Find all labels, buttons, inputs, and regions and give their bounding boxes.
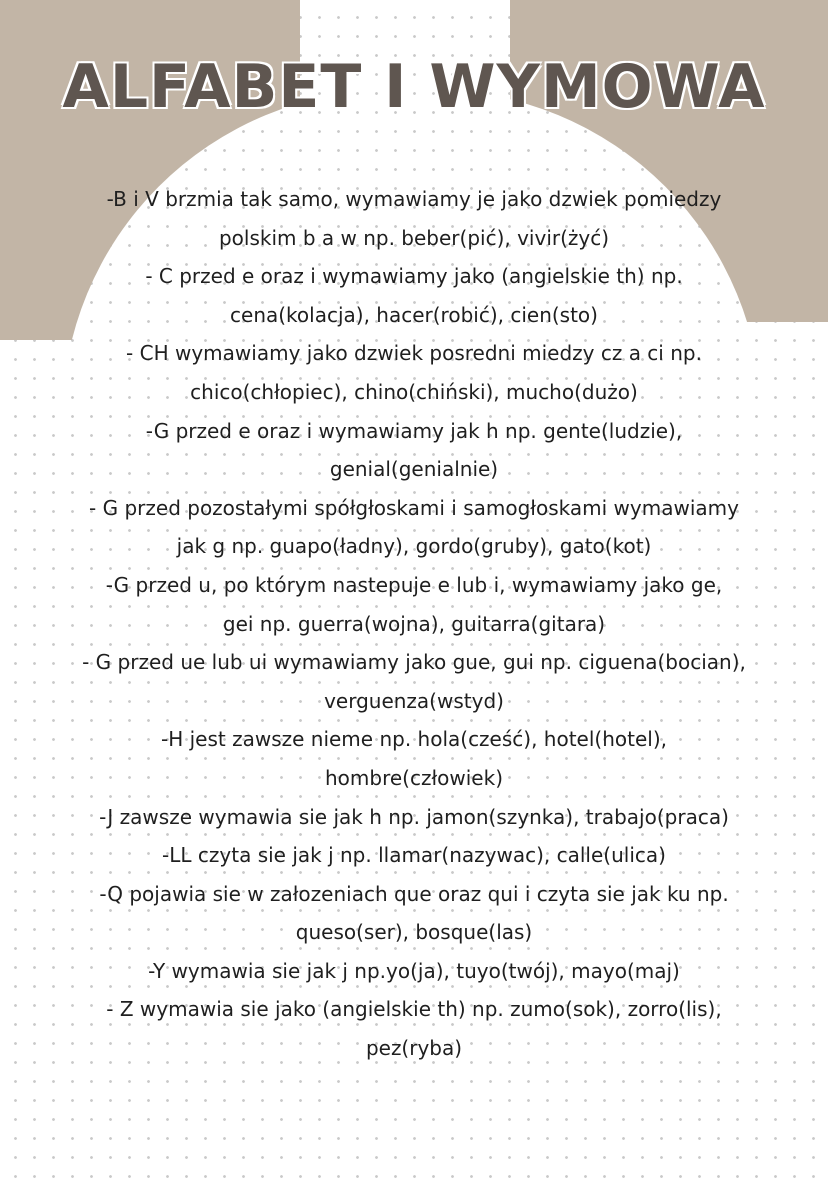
rule-line: - Z wymawia sie jako (angielskie th) np. zumo(sok), zorro(lis), — [106, 997, 722, 1022]
rule-b-v — [40, 180, 788, 257]
rule-line: - G przed pozostałymi spółgłoskami i samogłoskami wymawiamy — [89, 495, 739, 520]
rule-q — [40, 875, 788, 952]
page-title: ALFABET I WYMOWA — [62, 52, 766, 122]
rule-line: -J zawsze wymawia sie jak h np. jamon(szynka), trabajo(praca) — [99, 804, 729, 829]
rule-line: queso(ser), bosque(las) — [295, 920, 533, 945]
rule-line: chico(chłopiec), chino(chiński), mucho(dużo) — [190, 379, 638, 404]
rule-g-other — [40, 489, 788, 566]
rule-line: -Y wymawia sie jak j np.yo(ja), tuyo(twój), mayo(maj) — [148, 958, 680, 983]
rule-c — [40, 257, 788, 334]
rule-line: -LL czyta sie jak j np. llamar(nazywac), calle(ulica) — [162, 843, 666, 868]
rule-line: hombre(człowiek) — [325, 765, 503, 790]
rule-line: cena(kolacja), hacer(robić), cien(sto) — [230, 302, 598, 327]
rule-line: -G przed u, po którym nastepuje e lub i, wymawiamy jako ge, — [105, 572, 723, 597]
rule-ch — [40, 334, 788, 411]
rule-line: -G przed e oraz i wymawiamy jak h np. gente(ludzie), — [145, 418, 683, 443]
rule-line: -B i V brzmia tak samo, wymawiamy je jako dzwiek pomiedzy — [106, 187, 722, 211]
rule-line: polskim b a w np. beber(pić), vivir(żyć) — [218, 225, 610, 250]
rule-j — [40, 798, 788, 837]
rule-line: verguenza(wstyd) — [324, 688, 504, 713]
rule-line: jak g np. guapo(ładny), gordo(gruby), gato(kot) — [176, 534, 652, 559]
rule-line: -Q pojawia sie w załozeniach que oraz qui i czyta sie jak ku np. — [99, 881, 729, 906]
rule-gue-gui — [40, 643, 788, 720]
rule-line: gei np. guerra(wojna), guitarra(gitara) — [222, 611, 606, 636]
rules-list — [40, 180, 788, 1068]
rule-h — [40, 720, 788, 797]
rule-line: -H jest zawsze nieme np. hola(cześć), hotel(hotel), — [160, 727, 667, 752]
rule-line: genial(genialnie) — [329, 457, 499, 482]
rule-z — [40, 990, 788, 1067]
rule-line: - C przed e oraz i wymawiamy jako (angielskie th) np. — [145, 264, 683, 289]
rule-line: - G przed ue lub ui wymawiamy jako gue, gui np. ciguena(bocian), — [82, 650, 746, 675]
rule-gu — [40, 566, 788, 643]
rule-y — [40, 952, 788, 991]
rule-ll — [40, 836, 788, 875]
rule-g-e-i — [40, 412, 788, 489]
rule-line: - CH wymawiamy jako dzwiek posredni miedzy cz a ci np. — [126, 341, 702, 366]
rule-line: pez(ryba) — [365, 1036, 463, 1061]
